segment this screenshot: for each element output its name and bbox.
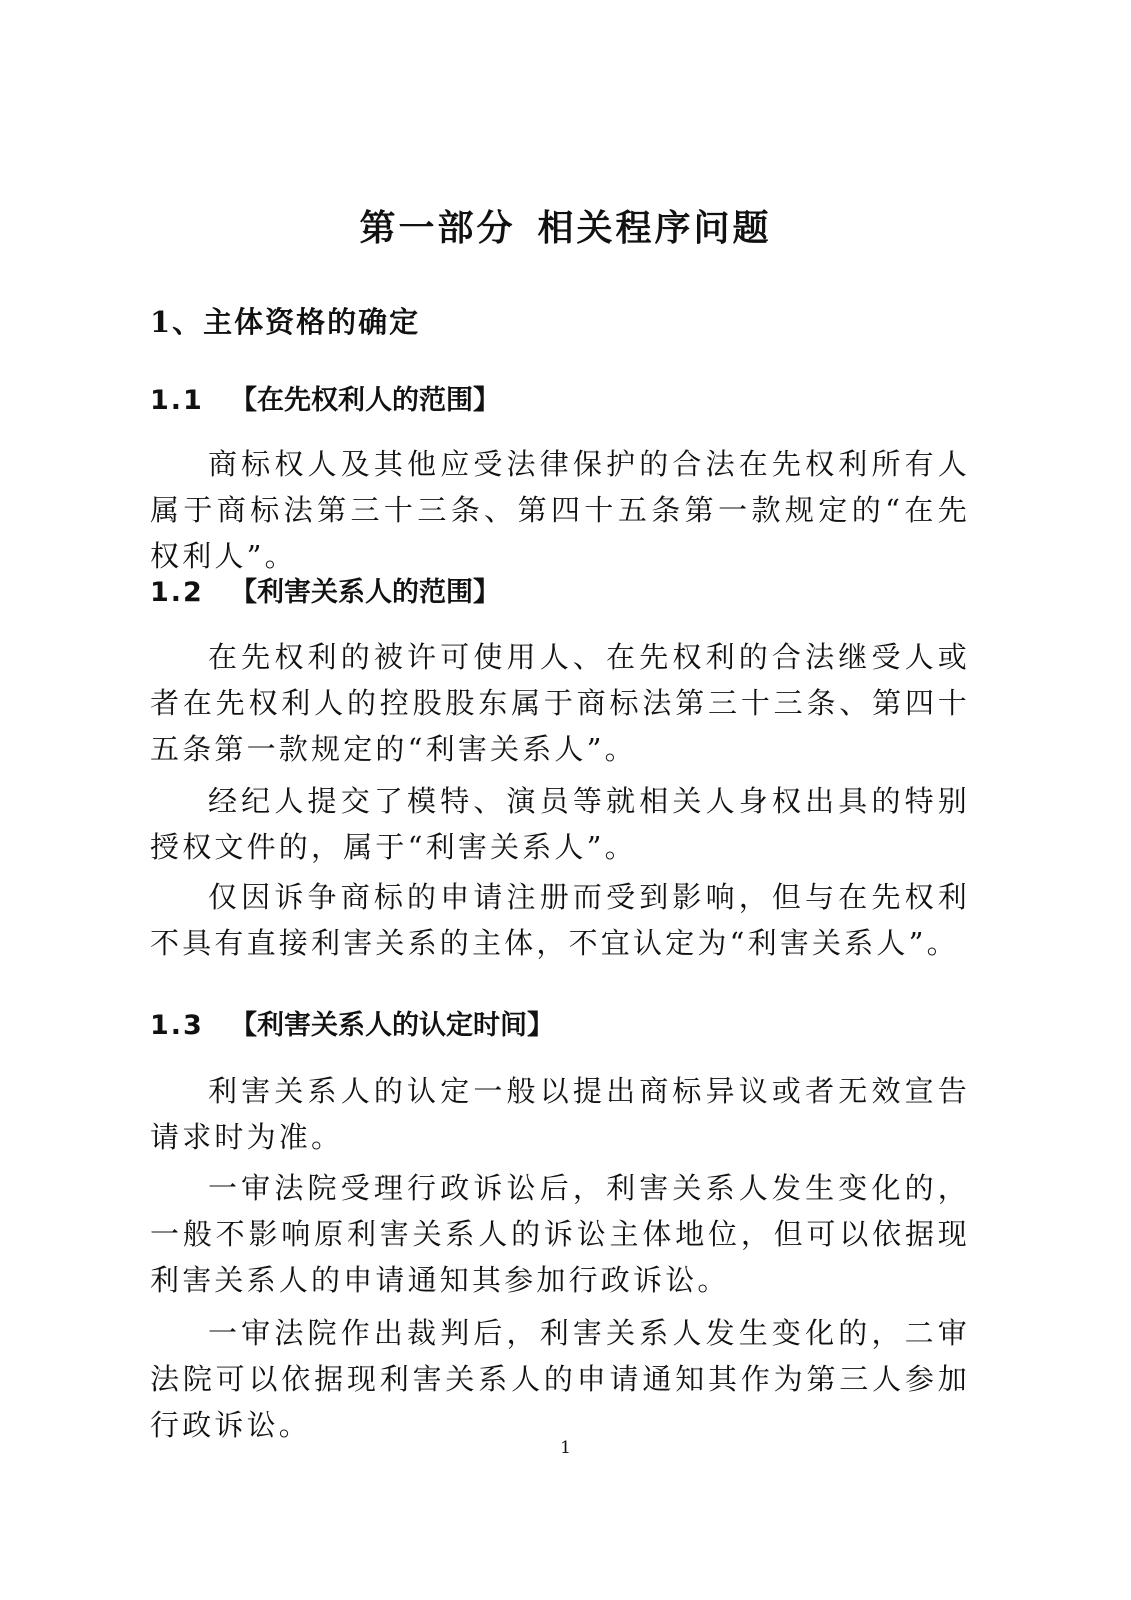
paragraph: 一审法院作出裁判后，利害关系人发生变化的，二审法院可以依据现利害关系人的申请通知其作为第三人参加行政诉讼。	[150, 1316, 970, 1442]
part-title	[0, 200, 1131, 251]
subsection-number: 1.3	[150, 1010, 204, 1041]
part-title-label: 第一部分	[359, 207, 516, 249]
subsection-heading-1-3	[150, 1003, 554, 1042]
subsection-heading-1-1	[150, 378, 500, 417]
page-number: 1	[560, 1438, 571, 1458]
section-heading: 1、主体资格的确定	[150, 305, 421, 339]
subsection-number: 1.2	[150, 577, 204, 608]
subsection-title: 【利害关系人的认定时间】	[230, 1010, 554, 1041]
subsection-title: 【在先权利人的范围】	[230, 385, 500, 416]
paragraph: 商标权人及其他应受法律保护的合法在先权利所有人属于商标法第三十三条、第四十五条第一款规定的“在先权利人”。	[150, 447, 970, 573]
paragraph: 仅因诉争商标的申请注册而受到影响，但与在先权利不具有直接利害关系的主体，不宜认定为“利害关系人”。	[150, 880, 970, 960]
subsection-heading-1-2	[150, 570, 500, 609]
paragraph: 一审法院受理行政诉讼后，利害关系人发生变化的，一般不影响原利害关系人的诉讼主体地位，但可以依据现利害关系人的申请通知其参加行政诉讼。	[150, 1171, 970, 1297]
paragraph: 利害关系人的认定一般以提出商标异议或者无效宣告请求时为准。	[150, 1074, 970, 1154]
part-title-text: 相关程序问题	[537, 207, 772, 249]
subsection-number: 1.1	[150, 385, 204, 416]
paragraph: 经纪人提交了模特、演员等就相关人身权出具的特别授权文件的，属于“利害关系人”。	[150, 784, 970, 864]
subsection-title: 【利害关系人的范围】	[230, 577, 500, 608]
paragraph: 在先权利的被许可使用人、在先权利的合法继受人或者在先权利人的控股股东属于商标法第三十三条、第四十五条第一款规定的“利害关系人”。	[150, 640, 970, 766]
